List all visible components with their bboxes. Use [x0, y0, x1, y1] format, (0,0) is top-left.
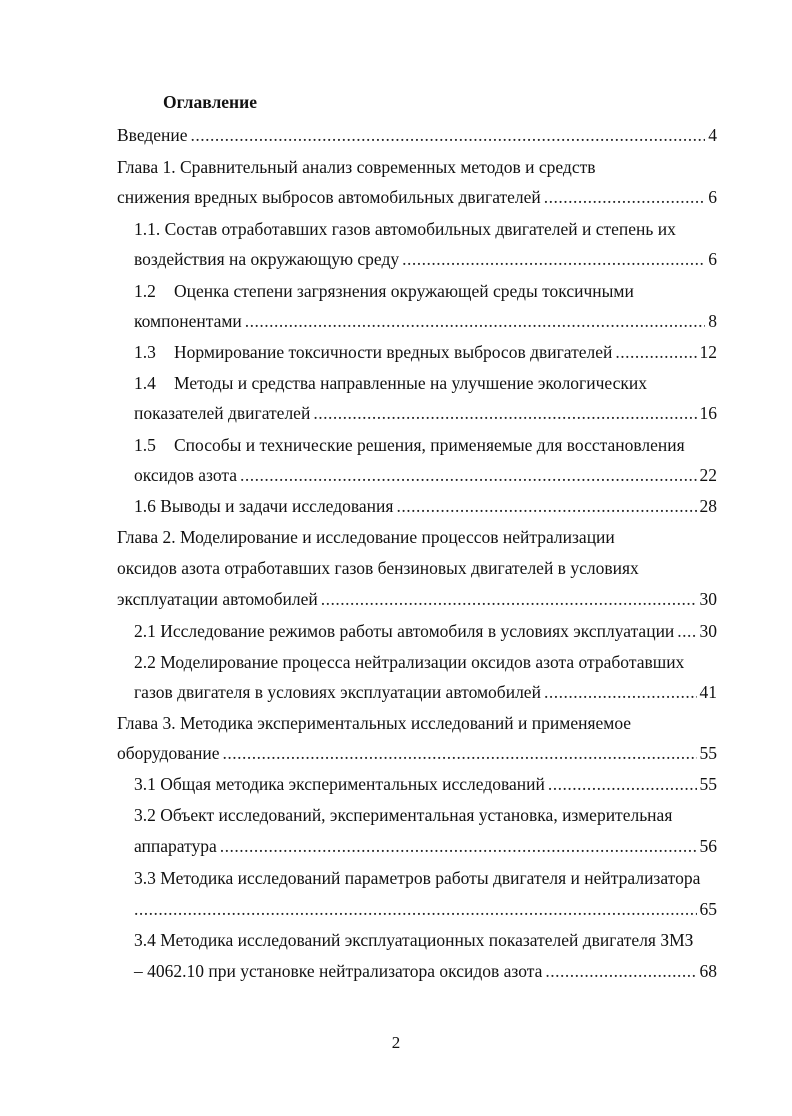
toc-entry-ch2-line1[interactable]: Глава 2. Моделирование и исследование процессов нейтрализации: [117, 527, 615, 547]
toc-page-number: 55: [699, 774, 717, 794]
toc-entry-text: газов двигателя в условиях эксплуатации автомобилей: [134, 682, 541, 702]
toc-page-number: 41: [699, 682, 717, 702]
toc-entry-text: аппаратура: [134, 836, 217, 856]
toc-page-number: 65: [699, 899, 717, 919]
toc-page-number: 16: [699, 403, 717, 423]
toc-entry-text: – 4062.10 при установке нейтрализатора оксидов азота: [134, 961, 543, 981]
leader-dots: [220, 834, 697, 858]
toc-entry-s33[interactable]: [134, 897, 717, 921]
toc-entry-text: эксплуатации автомобилей: [117, 589, 318, 609]
toc-entry-text: Оценка степени загрязнения окружающей среды токсичными: [174, 281, 634, 301]
leader-dots: [544, 185, 705, 209]
toc-entry-text: 3.1 Общая методика экспериментальных исследований: [134, 774, 545, 794]
toc-page-number: 55: [699, 743, 717, 763]
toc-entry-ch3-line1[interactable]: Глава 3. Методика экспериментальных исследований и применяемое: [117, 713, 632, 733]
toc-entry-text: Способы и технические решения, применяемые для восстановления: [174, 435, 685, 455]
toc-entry-ch1-line1[interactable]: Глава 1. Сравнительный анализ современных методов и средств: [117, 157, 596, 177]
section-number: 1.5: [134, 435, 156, 455]
toc-page-number: 8: [708, 311, 717, 331]
toc-entry-label: Нормирование токсичности вредных выбросов двигателей: [174, 342, 613, 362]
toc-page-number: 22: [699, 465, 717, 485]
toc-entry-s14[interactable]: [134, 401, 717, 425]
section-number: 1.2: [134, 281, 156, 301]
leader-dots: [396, 494, 696, 518]
toc-entry-text: компонентами: [134, 311, 242, 331]
section-number: 1.4: [134, 373, 156, 393]
toc-entry-s32[interactable]: [134, 834, 717, 858]
toc-entry-text: Методы и средства направленные на улучшение экологических: [174, 373, 647, 393]
toc-entry-s15-line1[interactable]: [134, 433, 685, 457]
toc-entry-s33-line1[interactable]: 3.3 Методика исследований параметров работы двигателя и нейтрализатора: [134, 868, 701, 888]
leader-dots: [240, 463, 697, 487]
toc-page-number: 4: [708, 125, 717, 145]
leader-dots: [548, 772, 697, 796]
leader-dots: [191, 123, 706, 147]
toc-entry-text: [134, 340, 612, 364]
toc-entry-s14-line1[interactable]: [134, 371, 647, 395]
page-number: 2: [391, 1033, 401, 1052]
toc-page-number: 68: [699, 961, 717, 981]
toc-entry-text: снижения вредных выбросов автомобильных двигателей: [117, 187, 541, 207]
toc-entry-s34[interactable]: [134, 959, 717, 983]
toc-page-number: 30: [699, 621, 717, 641]
toc-entry-text: Введение: [117, 125, 188, 145]
toc-entry-s21[interactable]: [134, 619, 717, 643]
leader-dots: [677, 619, 696, 643]
toc-page-number: 56: [699, 836, 717, 856]
leader-dots: [134, 897, 697, 921]
toc-entry-text: 1.6 Выводы и задачи исследования: [134, 496, 394, 516]
toc-entry-text: оксидов азота: [134, 465, 237, 485]
toc-page-number: 12: [699, 342, 717, 362]
toc-entry-s31[interactable]: [134, 772, 717, 796]
leader-dots: [321, 587, 697, 611]
toc-entry-text: показателей двигателей: [134, 403, 311, 423]
toc-page-number: 30: [699, 589, 717, 609]
toc-entry-ch1[interactable]: [117, 185, 717, 209]
toc-title: Оглавление: [163, 92, 257, 112]
toc-entry-intro[interactable]: [117, 123, 717, 147]
leader-dots: [615, 340, 696, 364]
leader-dots: [402, 247, 705, 271]
toc-entry-text: воздействия на окружающую среду: [134, 249, 400, 269]
leader-dots: [545, 959, 696, 983]
toc-entry-s16[interactable]: [134, 494, 717, 518]
leader-dots: [544, 680, 697, 704]
leader-dots: [223, 741, 697, 765]
leader-dots: [313, 401, 696, 425]
section-number: 1.3: [134, 342, 156, 362]
toc-entry-ch2-line2[interactable]: оксидов азота отработавших газов бензиновых двигателей в условиях: [117, 558, 639, 578]
toc-entry-text: 2.1 Исследование режимов работы автомобиля в условиях эксплуатации: [134, 621, 675, 641]
toc-page-number: 6: [708, 249, 717, 269]
toc-entry-s12[interactable]: [134, 309, 717, 333]
toc-entry-text: оборудование: [117, 743, 220, 763]
toc-entry-s32-line1[interactable]: 3.2 Объект исследований, экспериментальная установка, измерительная: [134, 805, 673, 825]
toc-entry-s34-line1[interactable]: 3.4 Методика исследований эксплуатационных показателей двигателя ЗМЗ: [134, 930, 694, 950]
toc-entry-s15[interactable]: [134, 463, 717, 487]
toc-entry-ch3[interactable]: [117, 741, 717, 765]
toc-entry-s11-line1[interactable]: 1.1. Состав отработавших газов автомобильных двигателей и степень их: [134, 219, 676, 239]
toc-entry-s22[interactable]: [134, 680, 717, 704]
leader-dots: [245, 309, 705, 333]
toc-page-number: 6: [708, 187, 717, 207]
toc-page-number: 28: [699, 496, 717, 516]
toc-entry-s13[interactable]: [134, 340, 717, 364]
toc-entry-s22-line1[interactable]: 2.2 Моделирование процесса нейтрализации оксидов азота отработавших: [134, 652, 685, 672]
toc-entry-s11[interactable]: [134, 247, 717, 271]
toc-entry-ch2[interactable]: [117, 587, 717, 611]
toc-entry-s12-line1[interactable]: [134, 279, 634, 303]
